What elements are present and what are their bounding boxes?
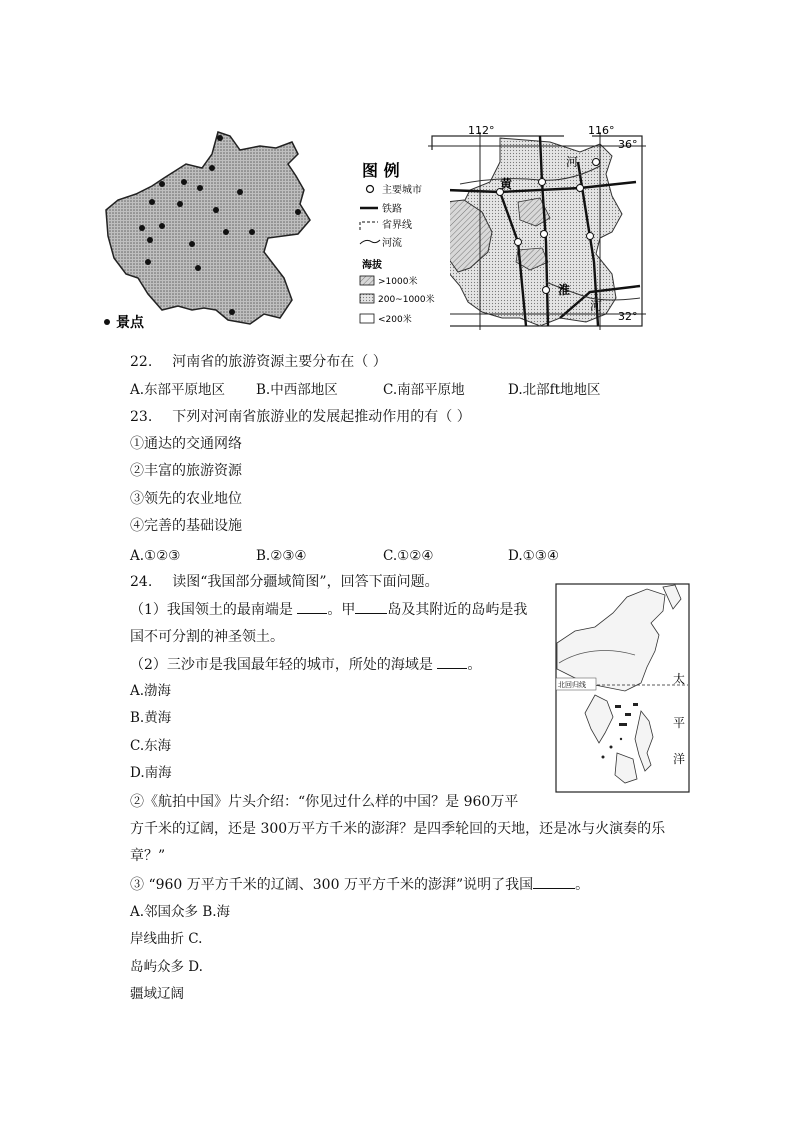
q24-part3-line3: 章？” (130, 848, 166, 864)
q22-stem (130, 352, 387, 372)
q24-p4-text-b: 。 (575, 877, 590, 893)
q24-option-c[interactable]: C.东海 (130, 738, 172, 754)
q23-option-a[interactable]: A.①②③ (130, 548, 181, 564)
legend-item-river: 河流 (382, 238, 402, 249)
lat-label-bottom: 32° (618, 310, 638, 323)
legend-item-city: 主要城市 (382, 185, 422, 196)
q24-part3-line2: 方千米的辽阔，还是 300万平方千米的澎湃？是四季轮回的天地，还是冰与火演奏的乐 (130, 821, 666, 837)
q24-part1-line1 (130, 599, 527, 620)
elev-low-swatch (360, 314, 374, 323)
scenic-legend-label: 景点 (116, 315, 144, 331)
q24-wrap-3[interactable]: 岛屿众多 D. (130, 959, 203, 975)
city-legend-icon (367, 186, 374, 193)
q24-option-b[interactable]: B.黄海 (130, 710, 172, 726)
q23-item-3: ③领先的农业地位 (130, 491, 242, 507)
q24-blank-sea-area[interactable] (437, 654, 467, 669)
q23-item-4: ④完善的基础设施 (130, 518, 242, 534)
henan-physical-map (350, 122, 650, 342)
legend-item-border: 省界线 (382, 220, 412, 231)
q24-number: 24. (130, 574, 153, 590)
q24-wrap-2[interactable]: 岸线曲折 C. (130, 931, 203, 947)
q24-stem (130, 572, 439, 592)
river-label-3: 淮 (558, 283, 571, 297)
river-label-4: 河 (590, 299, 603, 313)
q22-option-b[interactable]: B.中西部地区 (256, 382, 338, 398)
tropic-label: 北回归线 (558, 681, 586, 689)
elevation-title: 海拔 (362, 260, 382, 271)
legend-item-railway: 铁路 (382, 204, 402, 215)
scenic-legend-dot (104, 319, 110, 325)
q24-wrap-4[interactable]: 疆域辽阔 (130, 986, 184, 1002)
q23-stem-text: 下列对河南省旅游业的发展起推动作用的有（ ） (172, 409, 471, 425)
q24-wrap-1[interactable]: A.邻国众多 B.海 (130, 904, 231, 920)
lon-label-left: 112° (468, 124, 495, 137)
henan-scenic-map (100, 128, 315, 338)
q24-blank-island[interactable] (355, 599, 387, 614)
q23-number: 23. (130, 409, 153, 425)
elev-high-label: >1000米 (378, 277, 418, 287)
q24-p2-text-a: （2）三沙市是我国最年轻的城市，所处的海域是 (130, 657, 433, 673)
pacific-label-1: 太 (673, 672, 686, 686)
q24-blank-southernmost[interactable] (297, 599, 327, 614)
q24-part4 (130, 874, 589, 895)
q23-item-1: ①通达的交通网络 (130, 436, 242, 452)
q23-option-c[interactable]: C.①②④ (383, 548, 434, 564)
q23-item-2: ②丰富的旅游资源 (130, 463, 242, 479)
lon-label-right: 116° (588, 124, 615, 137)
china-territory-map (555, 583, 690, 793)
elev-high-swatch (360, 276, 374, 285)
q23-option-b[interactable]: B.②③④ (256, 548, 307, 564)
pacific-label-2: 平 (673, 716, 686, 730)
q24-part2 (130, 654, 481, 675)
river-label-2: 黄 (500, 177, 513, 191)
elev-low-label: <200米 (378, 315, 412, 325)
q24-option-d[interactable]: D.南海 (130, 765, 172, 781)
lat-label-top: 36° (618, 138, 638, 151)
q24-p4-text-a: ③ “960 万平方千米的辽阔、300 万平方千米的澎湃”说明了我国 (130, 877, 534, 893)
q24-p2-text-b: 。 (467, 657, 482, 673)
q24-stem-text: 读图“我国部分疆域简图”，回答下面问题。 (172, 574, 439, 590)
q24-p1-text-b: 。甲 (327, 602, 356, 618)
q22-stem-text: 河南省的旅游资源主要分布在（ ） (172, 354, 387, 370)
legend-title: 图 例 (362, 161, 400, 180)
q22-option-d[interactable]: D.北部ft地地区 (508, 382, 601, 398)
q24-blank-territory[interactable] (533, 874, 575, 889)
q23-option-d[interactable]: D.①③④ (508, 548, 559, 564)
q24-part1-line2: 国不可分割的神圣领土。 (130, 629, 284, 645)
q24-p1-text-a: （1）我国领土的最南端是 (130, 602, 293, 618)
pacific-label-3: 洋 (673, 752, 686, 766)
elev-mid-label: 200~1000米 (378, 295, 435, 305)
river-label-1: 河 (566, 155, 579, 169)
q22-option-c[interactable]: C.南部平原地 (383, 382, 465, 398)
henan-outline (106, 132, 310, 324)
q22-number: 22. (130, 354, 153, 370)
elev-mid-swatch (360, 294, 374, 303)
q24-option-a[interactable]: A.渤海 (130, 683, 172, 699)
q22-option-a[interactable]: A.东部平原地区 (130, 382, 226, 398)
q24-part3-line1: ②《航拍中国》片头介绍：“你见过什么样的中国？是 960万平 (130, 794, 519, 810)
q23-stem (130, 407, 471, 427)
q24-p1-text-c: 岛及其附近的岛屿是我 (387, 602, 528, 618)
